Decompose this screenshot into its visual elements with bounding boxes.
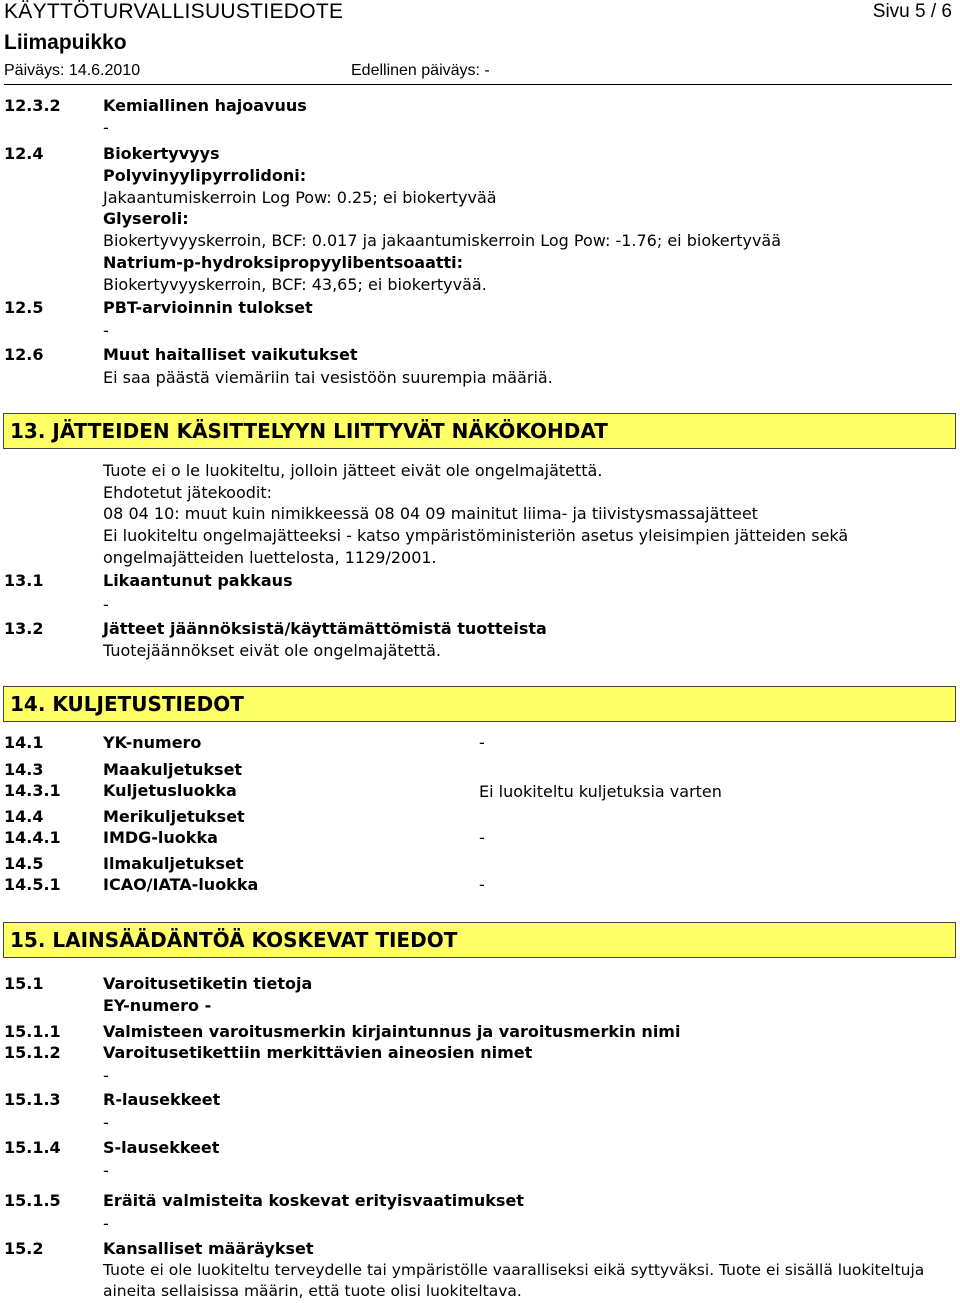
- substance-name: Polyvinyylipyrrolidoni:: [103, 166, 307, 185]
- section-number: 12.6: [4, 345, 44, 364]
- section-value: -: [103, 1214, 109, 1233]
- transport-label: Merikuljetukset: [103, 807, 245, 826]
- section-number: 15.1.2: [4, 1043, 61, 1062]
- section-heading: Kemiallinen hajoavuus: [103, 96, 307, 115]
- transport-number: 14.5.1: [4, 875, 61, 894]
- section-value: Tuotejäännökset eivät ole ongelmajätettä.: [103, 641, 441, 660]
- section-value: -: [103, 118, 109, 137]
- transport-label: Maakuljetukset: [103, 760, 243, 779]
- transport-value: -: [479, 828, 485, 847]
- issue-date: Päiväys: 14.6.2010: [4, 62, 141, 79]
- transport-number: 14.1: [4, 733, 44, 752]
- transport-value: -: [479, 875, 485, 894]
- section-heading: Varoitusetiketin tietoja: [103, 974, 313, 993]
- section-15-title: 15. LAINSÄÄDÄNTÖÄ KOSKEVAT TIEDOT: [3, 922, 956, 958]
- section-value: -: [103, 595, 109, 614]
- section-value: -: [103, 321, 109, 340]
- section-number: 15.1.3: [4, 1090, 61, 1109]
- section-value: -: [103, 1113, 109, 1132]
- section-heading: Eräitä valmisteita koskevat erityisvaatimukset: [103, 1191, 524, 1210]
- section-heading: Jätteet jäännöksistä/käyttämättömistä tuotteista: [103, 619, 547, 638]
- section-heading: Varoitusetikettiin merkittävien aineosien nimet: [103, 1043, 533, 1062]
- substance-value: Biokertyvyyskerroin, BCF: 0.017 ja jakaantumiskerroin Log Pow: -1.76; ei biokertyvää: [103, 231, 782, 250]
- transport-value: -: [479, 733, 485, 752]
- transport-label: Kuljetusluokka: [103, 781, 237, 800]
- national-regulations-text: Tuote ei ole luokiteltu terveydelle tai ympäristölle vaaralliseksi eikä syttyväksi. Tuote ei sisällä luokiteltuja aineita sellaisissa määrin, että tuote olisi luokiteltava.: [103, 1261, 925, 1300]
- transport-number: 14.3.1: [4, 781, 61, 800]
- section-heading: Likaantunut pakkaus: [103, 571, 293, 590]
- transport-label: ICAO/IATA-luokka: [103, 875, 259, 894]
- product-name: Liimapuikko: [4, 31, 127, 54]
- section-number: 13.1: [4, 571, 44, 590]
- section-number: 15.1.5: [4, 1191, 61, 1210]
- substance-value: Biokertyvyyskerroin, BCF: 43,65; ei biokertyvää.: [103, 275, 487, 294]
- substance-value: Jakaantumiskerroin Log Pow: 0.25; ei biokertyvää: [103, 188, 497, 207]
- document-title: KÄYTTÖTURVALLISUUSTIEDOTE: [4, 0, 344, 23]
- section-value: Ei saa päästä viemäriin tai vesistöön suurempia määriä.: [103, 368, 553, 387]
- section-13-title: 13. JÄTTEIDEN KÄSITTELYYN LIITTYVÄT NÄKÖKOHDAT: [3, 413, 956, 449]
- section-heading: S-lausekkeet: [103, 1138, 220, 1157]
- section-number: 15.2: [4, 1239, 44, 1258]
- section-value: -: [103, 1161, 109, 1180]
- section-number: 15.1: [4, 974, 44, 993]
- transport-value: Ei luokiteltu kuljetuksia varten: [479, 782, 722, 801]
- section-number: 15.1.1: [4, 1022, 61, 1041]
- page-number: Sivu 5 / 6: [872, 1, 952, 22]
- transport-label: IMDG-luokka: [103, 828, 218, 847]
- transport-number: 14.4.1: [4, 828, 61, 847]
- previous-date: Edellinen päiväys: -: [351, 62, 490, 79]
- section-number: 12.4: [4, 144, 44, 163]
- section-value: EY-numero -: [103, 996, 212, 1015]
- transport-label: Ilmakuljetukset: [103, 854, 244, 873]
- waste-codes-label: Ehdotetut jätekoodit:: [103, 483, 272, 502]
- section-heading: Muut haitalliset vaikutukset: [103, 345, 358, 364]
- section-heading: R-lausekkeet: [103, 1090, 221, 1109]
- substance-name: Glyseroli:: [103, 209, 189, 228]
- section-heading: PBT-arvioinnin tulokset: [103, 298, 313, 317]
- waste-classification: Ei luokiteltu ongelmajätteeksi - katso ympäristöministeriön asetus yleisimpien jätteiden sekä ongelmajätteiden luettelosta, 1129/2001.: [103, 526, 849, 567]
- transport-number: 14.4: [4, 807, 44, 826]
- section-value: -: [103, 1066, 109, 1085]
- section-number: 13.2: [4, 619, 44, 638]
- section-heading: Biokertyvyys: [103, 144, 220, 163]
- transport-number: 14.5: [4, 854, 44, 873]
- section-14-title: 14. KULJETUSTIEDOT: [3, 686, 956, 722]
- waste-code: 08 04 10: muut kuin nimikkeessä 08 04 09 mainitut liima- ja tiivistysmassajätteet: [103, 504, 758, 523]
- transport-label: YK-numero: [103, 733, 202, 752]
- section-heading: Kansalliset määräykset: [103, 1239, 314, 1258]
- header-divider: [4, 84, 952, 85]
- transport-number: 14.3: [4, 760, 44, 779]
- section-number: 12.5: [4, 298, 44, 317]
- substance-name: Natrium-p-hydroksipropyylibentsoaatti:: [103, 253, 464, 272]
- waste-note: Tuote ei o le luokiteltu, jolloin jätteet eivät ole ongelmajätettä.: [103, 461, 603, 480]
- section-number: 15.1.4: [4, 1138, 61, 1157]
- section-heading: Valmisteen varoitusmerkin kirjaintunnus ja varoitusmerkin nimi: [103, 1022, 681, 1041]
- section-number: 12.3.2: [4, 96, 61, 115]
